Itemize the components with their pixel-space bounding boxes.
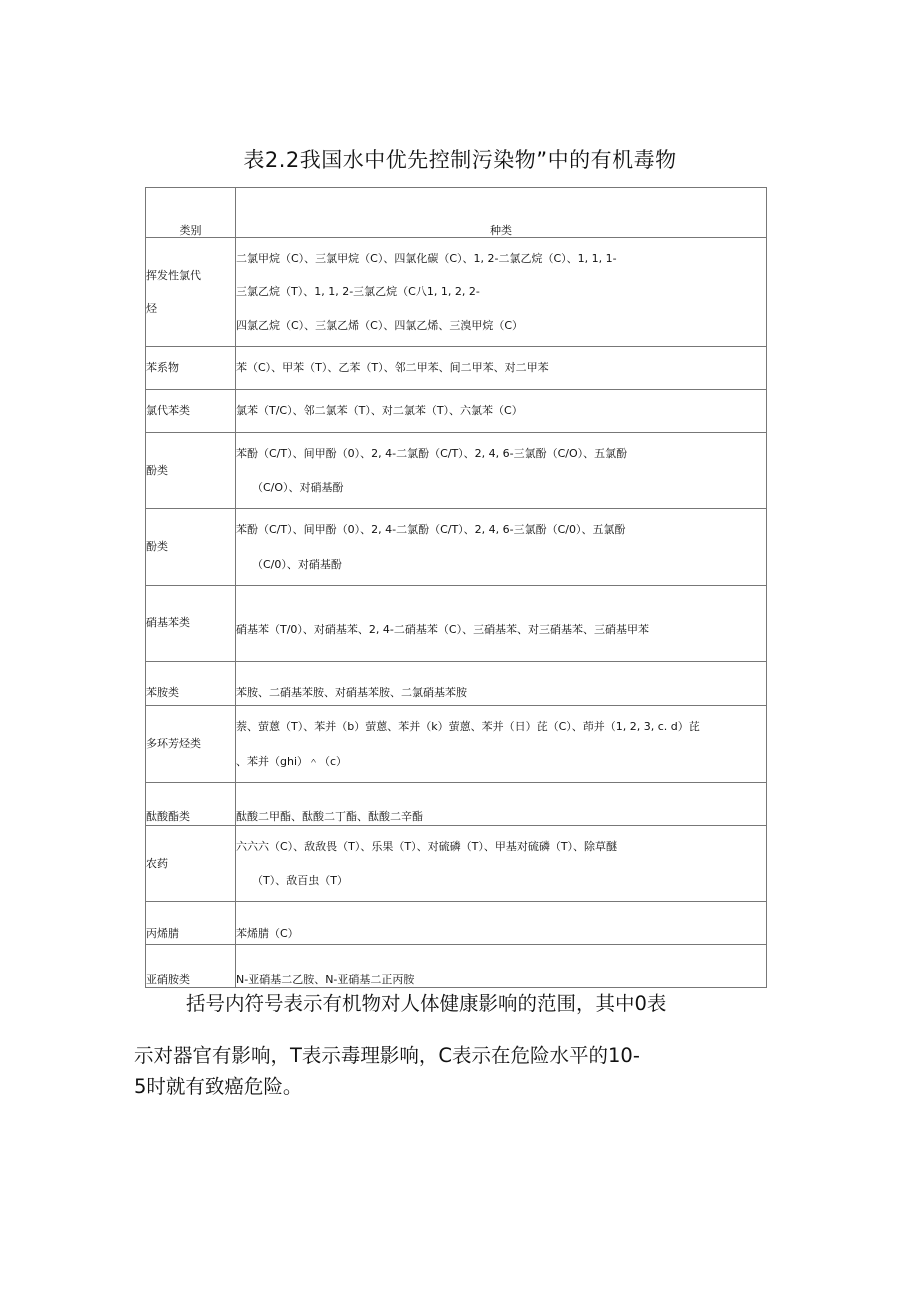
row-category: 多环芳烃类 bbox=[146, 706, 236, 783]
kinds-line: （C/0）、对硝基酚 bbox=[252, 557, 342, 571]
kinds-line: （C/O）、对硝基酚 bbox=[252, 481, 344, 494]
kinds-line: 三氯乙烷（T）、1, 1, 2-三氯乙烷（C八1, 1, 2, 2- bbox=[236, 285, 480, 299]
table-row bbox=[146, 433, 767, 509]
row-category: 氯代苯类 bbox=[146, 390, 236, 433]
row-kinds bbox=[236, 783, 767, 826]
kinds-line: 苯烯腈（C） bbox=[236, 926, 299, 940]
row-kinds bbox=[236, 509, 767, 586]
table-row bbox=[146, 662, 767, 706]
table-row bbox=[146, 347, 767, 390]
header-category: 类别 bbox=[146, 188, 236, 238]
table-row bbox=[146, 783, 767, 826]
row-category: 酚类 bbox=[146, 433, 236, 509]
note-line-2: 示对器官有影响，T表示毒理影响，C表示在危险水平的10- bbox=[134, 1044, 640, 1067]
table-header-row bbox=[146, 188, 767, 238]
kinds-line: 酞酸二甲酯、酞酸二丁酯、酞酸二辛酯 bbox=[236, 809, 423, 823]
row-kinds bbox=[236, 706, 767, 783]
kinds-line: 氯苯（T/C）、邻二氯苯（T）、对二氯苯（T）、六氯苯（C） bbox=[236, 404, 523, 418]
kinds-line: （T）、敌百虫（T） bbox=[252, 874, 348, 887]
table-row bbox=[146, 706, 767, 783]
table-row bbox=[146, 586, 767, 662]
row-category bbox=[146, 238, 236, 347]
row-kinds bbox=[236, 826, 767, 902]
row-kinds bbox=[236, 238, 767, 347]
table-row bbox=[146, 826, 767, 902]
row-kinds bbox=[236, 662, 767, 706]
kinds-line: 苯酚（C/T）、间甲酚（0）、2, 4-二氯酚（C/T）、2, 4, 6-三氯酚（C/O）、五氯酚 bbox=[236, 446, 628, 460]
kinds-line: 四氯乙烷（C）、三氯乙烯（C）、四氯乙烯、三溴甲烷（C） bbox=[236, 318, 524, 332]
kinds-line: 苯酚（C/T）、间甲酚（0）、2, 4-二氯酚（C/T）、2, 4, 6-三氯酚（C/0）、五氯酚 bbox=[236, 523, 626, 537]
table-row bbox=[146, 390, 767, 433]
row-category: 硝基苯类 bbox=[146, 586, 236, 662]
header-kinds: 种类 bbox=[236, 188, 767, 238]
row-kinds bbox=[236, 390, 767, 433]
kinds-line: 苯（C）、甲苯（T）、乙苯（T）、邻二甲苯、间二甲苯、对二甲苯 bbox=[236, 361, 549, 375]
kinds-line: 苯胺、二硝基苯胺、对硝基苯胺、二氯硝基苯胺 bbox=[236, 685, 467, 699]
note-line-1: 括号内符号表示有机物对人体健康影响的范围，其中0表 bbox=[186, 992, 667, 1015]
table-row bbox=[146, 509, 767, 586]
row-kinds bbox=[236, 347, 767, 390]
pollutant-table bbox=[145, 187, 767, 988]
kinds-line: 六六六（C）、敌敌畏（T）、乐果（T）、对硫磷（T）、甲基对硫磷（T）、除草醚 bbox=[236, 839, 618, 853]
table-title: 表2.2我国水中优先控制污染物”中的有机毒物 bbox=[243, 148, 677, 172]
category-text: 烃 bbox=[146, 302, 157, 315]
kinds-line: 、苯并（ghi）＾（c） bbox=[236, 754, 348, 768]
note-line-3: 5时就有致癌危险。 bbox=[134, 1075, 303, 1098]
kinds-line: 硝基苯（T/0）、对硝基苯、2, 4-二硝基苯（C）、三硝基苯、对三硝基苯、三硝基甲苯 bbox=[236, 623, 650, 636]
row-kinds bbox=[236, 945, 767, 988]
kinds-line: 二氯甲烷（C）、三氯甲烷（C）、四氯化碳（C）、1, 2-二氯乙烷（C）、1, 1, 1- bbox=[236, 252, 617, 266]
row-kinds bbox=[236, 586, 767, 662]
row-category: 酞酸酯类 bbox=[146, 783, 236, 826]
row-category: 丙烯腈 bbox=[146, 902, 236, 945]
row-kinds bbox=[236, 902, 767, 945]
kinds-line: 萘、萤蒽（T）、苯并（b）萤蒽、苯并（k）萤蒽、苯并（日）芘（C）、茚并（1, 2, 3, c. d）芘 bbox=[236, 720, 700, 734]
kinds-line: N-亚硝基二乙胺、N-亚硝基二正丙胺 bbox=[236, 972, 415, 986]
row-kinds bbox=[236, 433, 767, 509]
table-row bbox=[146, 945, 767, 988]
table-row bbox=[146, 238, 767, 347]
table-row bbox=[146, 902, 767, 945]
row-category: 农药 bbox=[146, 826, 236, 902]
category-text: 挥发性氯代 bbox=[146, 268, 201, 282]
row-category: 苯系物 bbox=[146, 347, 236, 390]
row-category: 苯胺类 bbox=[146, 662, 236, 706]
row-category: 亚硝胺类 bbox=[146, 945, 236, 988]
row-category: 酚类 bbox=[146, 509, 236, 586]
